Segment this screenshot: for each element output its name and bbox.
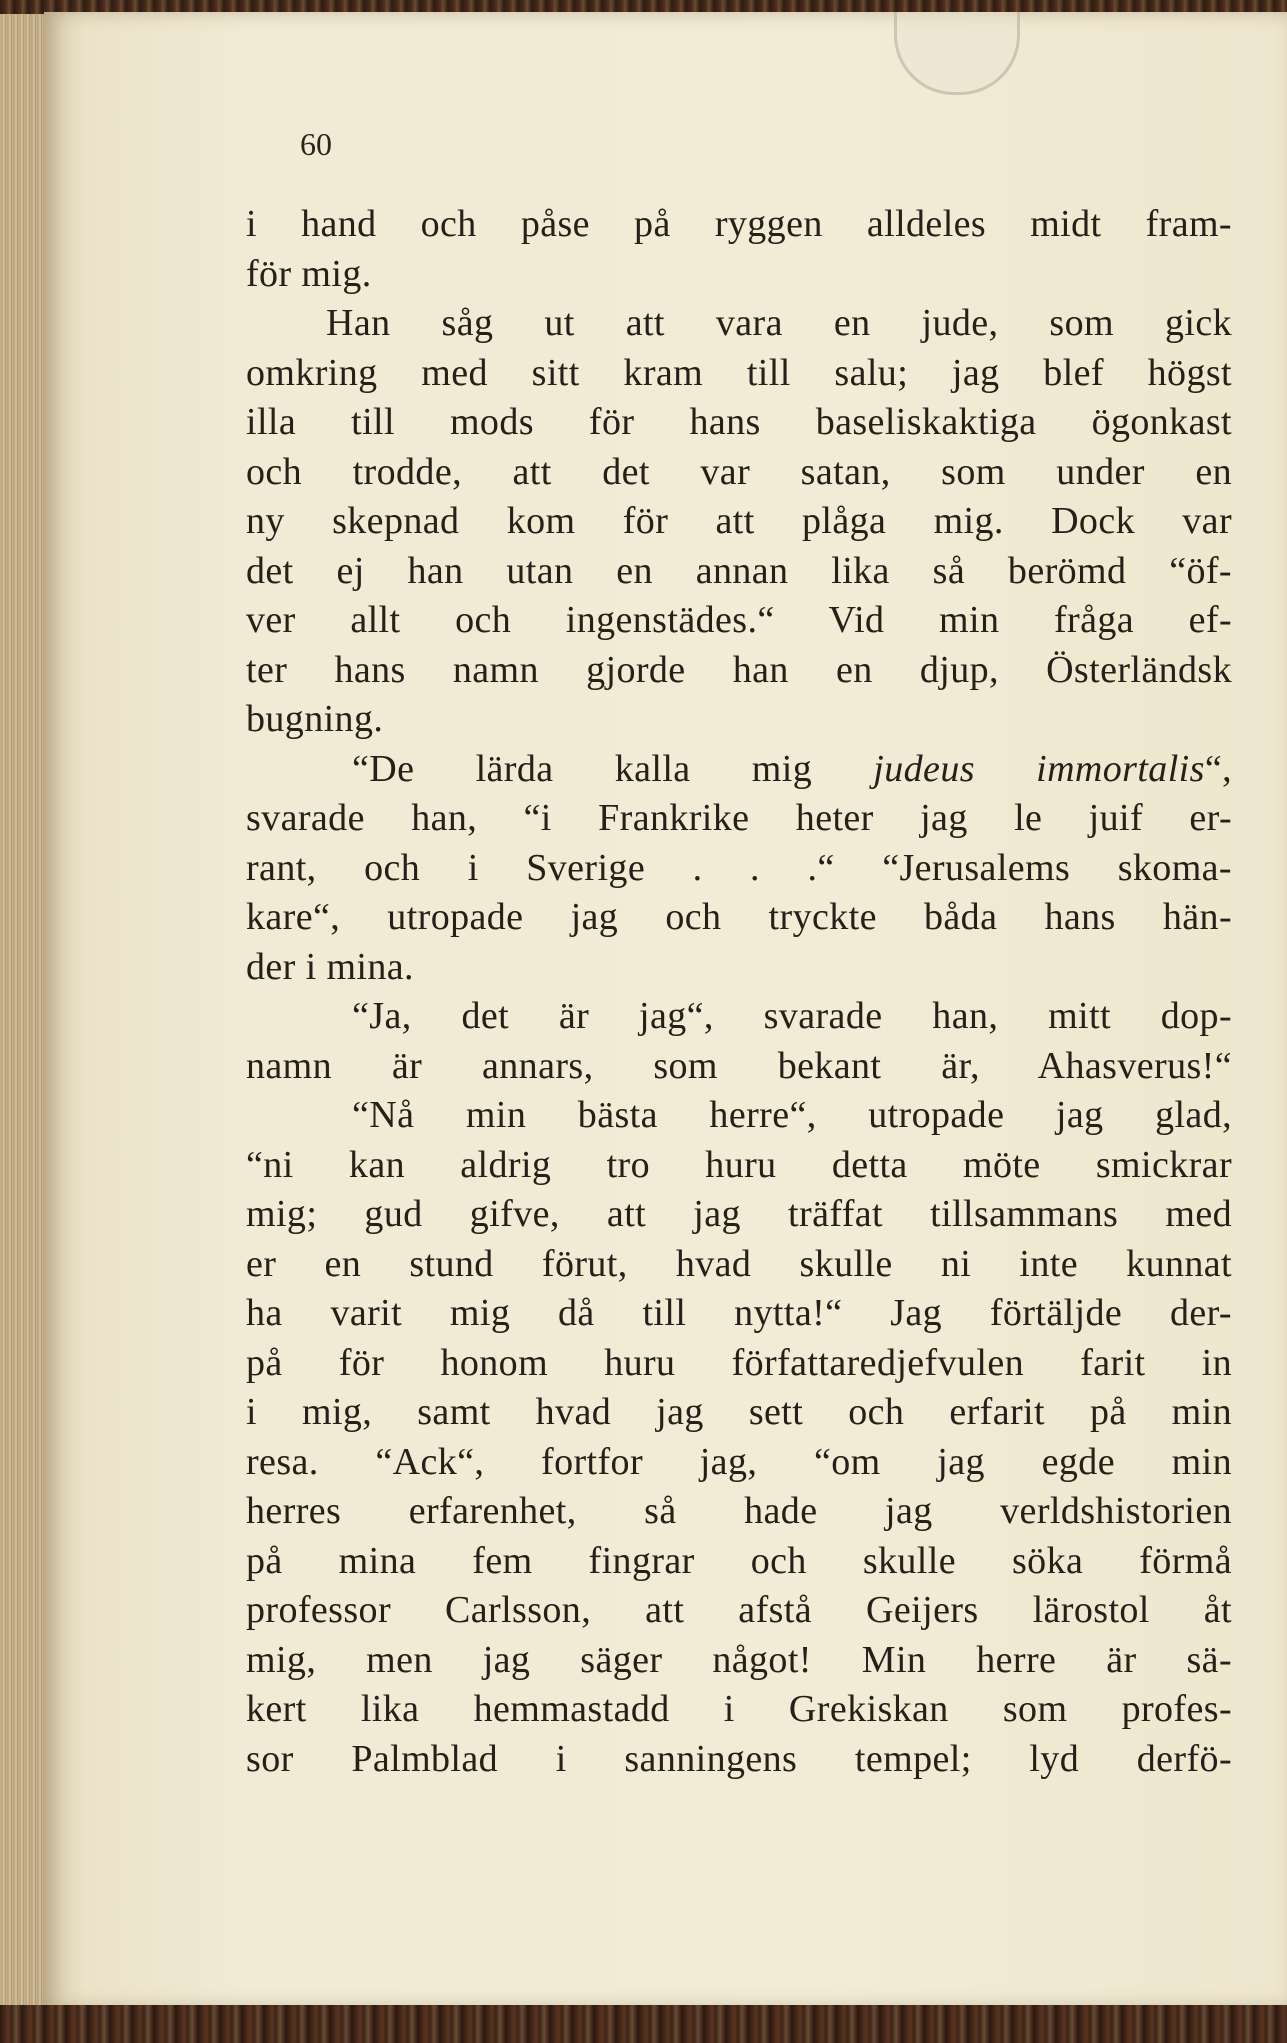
text-line: “ni kan aldrig tro huru detta möte smickrar — [246, 1143, 1232, 1186]
text-line: “Ja, det är jag“, svarade han, mitt dop- — [352, 995, 1232, 1037]
latin-phrase: judeus immortalis — [873, 747, 1205, 790]
text-line: mig; gud gifve, att jag träffat tillsammans med — [246, 1193, 1232, 1235]
text-line: professor Carlsson, att afstå Geijers lärostol åt — [246, 1589, 1232, 1631]
text-line — [246, 745, 1232, 795]
text-line: kert lika hemmastadd i Grekiskan som profes- — [246, 1688, 1232, 1730]
text-line: namn är annars, som bekant är, Ahasverus!“ — [246, 1044, 1232, 1087]
text-segment: “, — [1204, 747, 1232, 790]
text-line: Han såg ut att vara en jude, som gick — [326, 302, 1232, 344]
text-line: och trodde, att det var satan, som under en — [246, 450, 1232, 493]
page-clip — [894, 12, 1020, 95]
text-line: mig, men jag säger något! Min herre är sä- — [246, 1638, 1232, 1681]
text-line: ha varit mig då till nytta!“ Jag förtäljde der- — [246, 1292, 1232, 1334]
text-line: rant, och i Sverige . . .“ “Jerusalems skoma- — [246, 846, 1232, 889]
text-line: “Nå min bästa herre“, utropade jag glad, — [352, 1094, 1232, 1136]
text-line: sor Palmblad i sanningens tempel; lyd derfö- — [246, 1737, 1232, 1780]
text-line: svarade han, “i Frankrike heter jag le juif er- — [246, 797, 1232, 839]
text-line: för mig. — [246, 252, 372, 295]
text-line: ny skepnad kom för att plåga mig. Dock var — [246, 500, 1232, 542]
text-line: ter hans namn gjorde han en djup, Österländsk — [246, 648, 1232, 691]
body-text — [246, 200, 1232, 1784]
text-line: bugning. — [246, 698, 384, 740]
text-line: det ej han utan en annan lika så berömd “öf- — [246, 549, 1232, 592]
text-line: der i mina. — [246, 945, 414, 988]
text-line: herres erfarenhet, så hade jag verldshistorien — [246, 1490, 1232, 1532]
bottom-binding-band — [0, 2005, 1287, 2043]
text-line: resa. “Ack“, fortfor jag, “om jag egde min — [246, 1440, 1232, 1483]
text-line: ver allt och ingenstädes.“ Vid min fråga ef- — [246, 599, 1232, 641]
text-line: på för honom huru författaredjefvulen farit in — [246, 1341, 1232, 1384]
text-line: er en stund förut, hvad skulle ni inte kunnat — [246, 1242, 1232, 1285]
text-line: på mina fem fingrar och skulle söka förmå — [246, 1539, 1232, 1582]
text-line: illa till mods för hans baseliskaktiga ögonkast — [246, 401, 1232, 443]
text-segment: “De lärda kalla mig — [352, 747, 874, 790]
text-line: kare“, utropade jag och tryckte båda hans hän- — [246, 896, 1232, 938]
page-number: 60 — [300, 126, 332, 162]
text-line: i mig, samt hvad jag sett och erfarit på min — [246, 1391, 1232, 1433]
text-line: i hand och påse på ryggen alldeles midt fram- — [246, 203, 1232, 245]
text-line: omkring med sitt kram till salu; jag blef högst — [246, 351, 1232, 394]
